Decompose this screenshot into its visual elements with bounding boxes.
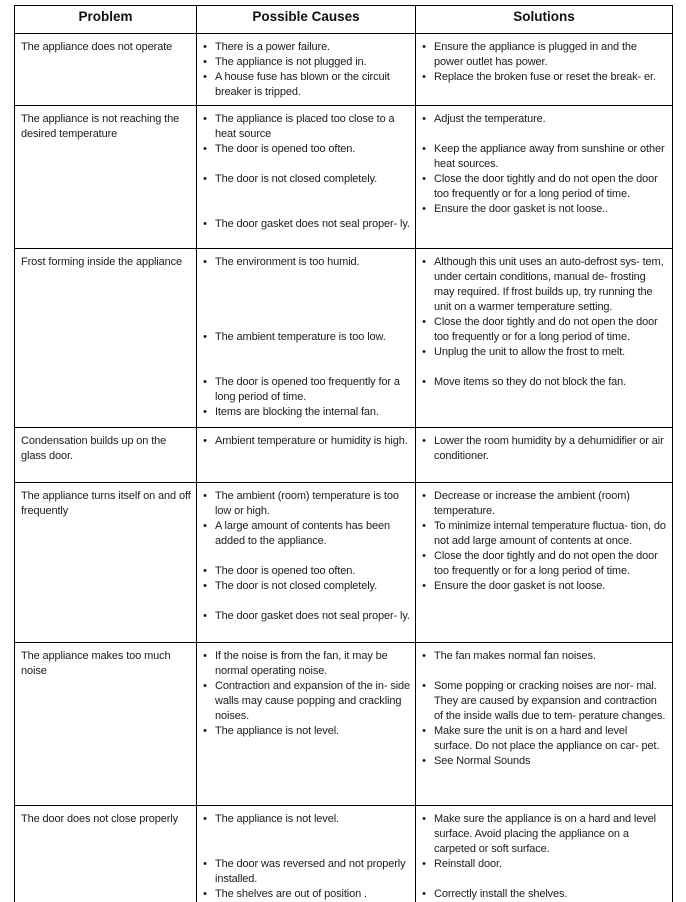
- problem-cell: Frost forming inside the appliance: [15, 249, 197, 428]
- bullet-text: Although this unit uses an auto-defrost sys- tem, under certain conditions, manual de- frosting may required. If frost builds up, try running the unit on a warmer temperature setting.: [434, 256, 664, 313]
- bullet-item: [420, 724, 668, 754]
- solutions-cell: [416, 106, 673, 249]
- bullet-item: [201, 217, 411, 232]
- bullet-text: Correctly install the shelves.: [434, 888, 568, 900]
- bullet-icon: •: [203, 610, 207, 622]
- bullet-item: [420, 255, 668, 315]
- bullet-text: Reinstall door.: [434, 858, 502, 870]
- solutions-cell: [416, 34, 673, 106]
- bullet-icon: •: [422, 346, 426, 358]
- bullet-item: [420, 142, 668, 172]
- table-row: [15, 106, 673, 249]
- table-row: [15, 249, 673, 428]
- bullet-icon: •: [203, 520, 207, 532]
- bullet-item: [420, 887, 668, 902]
- causes-cell: [197, 643, 416, 806]
- bullet-icon: •: [422, 580, 426, 592]
- bullet-item: [201, 40, 411, 55]
- bullet-text: Decrease or increase the ambient (room) temperature.: [434, 490, 630, 517]
- troubleshooting-table: [14, 5, 673, 902]
- table-row: [15, 643, 673, 806]
- bullet-icon: •: [422, 316, 426, 328]
- solutions-cell: [416, 428, 673, 483]
- bullet-text: There is a power failure.: [215, 41, 330, 53]
- bullet-text: The environment is too humid.: [215, 256, 360, 268]
- bullet-item: [420, 579, 668, 594]
- bullet-icon: •: [422, 813, 426, 825]
- bullet-text: The door is opened too often.: [215, 565, 356, 577]
- bullet-icon: •: [203, 41, 207, 53]
- bullet-icon: •: [422, 550, 426, 562]
- bullet-text: See Normal Sounds: [434, 755, 531, 767]
- bullet-icon: •: [422, 71, 426, 83]
- bullet-text: Ensure the appliance is plugged in and the power outlet has power.: [434, 41, 637, 68]
- bullet-item: [201, 887, 411, 902]
- bullet-text: The door was reversed and not properly installed.: [215, 858, 406, 885]
- bullet-text: The appliance is not level.: [215, 813, 339, 825]
- bullet-text: Contraction and expansion of the in- side walls may cause popping and crackling noises.: [215, 680, 411, 722]
- bullet-text: Unplug the unit to allow the frost to melt.: [434, 346, 626, 358]
- bullet-text: Replace the broken fuse or reset the break- er.: [434, 71, 656, 83]
- problem-cell: The appliance is not reaching the desired temperature: [15, 106, 197, 249]
- table-row: [15, 806, 673, 902]
- bullet-text: Ambient temperature or humidity is high.: [215, 435, 408, 447]
- bullet-icon: •: [203, 71, 207, 83]
- column-header-possible-causes: Possible Causes: [197, 6, 416, 34]
- bullet-item: [420, 754, 668, 769]
- solutions-cell: [416, 483, 673, 643]
- bullet-icon: •: [203, 565, 207, 577]
- bullet-text: The shelves are out of position .: [215, 888, 367, 900]
- bullet-text: Lower the room humidity by a dehumidifier or air conditioner.: [434, 435, 664, 462]
- bullet-icon: •: [203, 725, 207, 737]
- bullet-icon: •: [203, 113, 207, 125]
- bullet-icon: •: [422, 173, 426, 185]
- bullet-item: [420, 489, 668, 519]
- causes-cell: [197, 34, 416, 106]
- bullet-item: [201, 519, 411, 549]
- problem-cell: Condensation builds up on the glass door.: [15, 428, 197, 483]
- bullet-item: [420, 112, 668, 127]
- bullet-icon: •: [422, 203, 426, 215]
- bullet-item: [420, 679, 668, 724]
- bullet-item: [201, 255, 411, 270]
- bullet-icon: •: [422, 680, 426, 692]
- bullet-icon: •: [203, 680, 207, 692]
- bullet-text: To minimize internal temperature fluctua- tion, do not add large amount of contents at once.: [434, 520, 666, 547]
- bullet-icon: •: [422, 376, 426, 388]
- bullet-item: [420, 315, 668, 345]
- bullet-item: [420, 375, 668, 390]
- bullet-icon: •: [422, 41, 426, 53]
- bullet-text: The door gasket does not seal proper- ly.: [215, 610, 410, 622]
- bullet-text: If the noise is from the fan, it may be normal operating noise.: [215, 650, 388, 677]
- bullet-text: A large amount of contents has been added to the appliance.: [215, 520, 390, 547]
- bullet-text: Close the door tightly and do not open the door too frequently or for a long period of time.: [434, 173, 658, 200]
- bullet-item: [201, 609, 411, 624]
- bullet-text: Some popping or cracking noises are nor- mal. They are caused by expansion and contraction of the inside walls due to tem- perature changes.: [434, 680, 666, 722]
- bullet-item: [201, 649, 411, 679]
- bullet-text: The appliance is placed too close to a heat source: [215, 113, 395, 140]
- bullet-item: [420, 857, 668, 872]
- bullet-item: [201, 375, 411, 405]
- bullet-item: [201, 564, 411, 579]
- bullet-icon: •: [422, 143, 426, 155]
- bullet-item: [201, 434, 411, 449]
- bullet-item: [201, 857, 411, 887]
- bullet-text: The door is not closed completely.: [215, 580, 378, 592]
- bullet-text: Make sure the unit is on a hard and level surface. Do not place the appliance on car- pet.: [434, 725, 660, 752]
- bullet-item: [420, 649, 668, 664]
- solutions-cell: [416, 249, 673, 428]
- bullet-icon: •: [422, 520, 426, 532]
- bullet-text: Keep the appliance away from sunshine or other heat sources.: [434, 143, 665, 170]
- bullet-item: [420, 519, 668, 549]
- bullet-text: Make sure the appliance is on a hard and level surface. Avoid placing the appliance on a carpeted or soft surface.: [434, 813, 656, 855]
- bullet-icon: •: [422, 490, 426, 502]
- bullet-icon: •: [203, 813, 207, 825]
- bullet-item: [201, 405, 411, 420]
- causes-cell: [197, 428, 416, 483]
- bullet-item: [201, 55, 411, 70]
- table-row: [15, 428, 673, 483]
- bullet-item: [420, 70, 668, 85]
- bullet-item: [420, 812, 668, 857]
- bullet-icon: •: [203, 173, 207, 185]
- bullet-icon: •: [422, 858, 426, 870]
- bullet-icon: •: [422, 725, 426, 737]
- problem-cell: The appliance makes too much noise: [15, 643, 197, 806]
- bullet-item: [420, 345, 668, 360]
- bullet-item: [201, 70, 411, 100]
- bullet-icon: •: [422, 755, 426, 767]
- bullet-icon: •: [203, 218, 207, 230]
- bullet-item: [201, 330, 411, 345]
- bullet-item: [420, 434, 668, 464]
- causes-cell: [197, 483, 416, 643]
- bullet-item: [201, 172, 411, 187]
- bullet-item: [201, 579, 411, 594]
- bullet-text: Close the door tightly and do not open the door too frequently or for a long period of time.: [434, 550, 658, 577]
- bullet-icon: •: [203, 490, 207, 502]
- bullet-icon: •: [203, 650, 207, 662]
- bullet-icon: •: [203, 406, 207, 418]
- bullet-item: [201, 142, 411, 157]
- solutions-cell: [416, 643, 673, 806]
- bullet-icon: •: [203, 858, 207, 870]
- bullet-text: The appliance is not level.: [215, 725, 339, 737]
- bullet-item: [201, 489, 411, 519]
- bullet-item: [420, 172, 668, 202]
- problem-cell: The appliance turns itself on and off frequently: [15, 483, 197, 643]
- bullet-icon: •: [422, 650, 426, 662]
- causes-cell: [197, 106, 416, 249]
- bullet-icon: •: [203, 56, 207, 68]
- bullet-text: Adjust the temperature.: [434, 113, 546, 125]
- solutions-cell: [416, 806, 673, 902]
- bullet-icon: •: [422, 113, 426, 125]
- bullet-text: The ambient temperature is too low.: [215, 331, 386, 343]
- bullet-text: A house fuse has blown or the circuit breaker is tripped.: [215, 71, 390, 98]
- column-header-solutions: Solutions: [416, 6, 673, 34]
- bullet-text: The fan makes normal fan noises.: [434, 650, 596, 662]
- bullet-icon: •: [203, 888, 207, 900]
- bullet-item: [420, 549, 668, 579]
- table-row: [15, 483, 673, 643]
- causes-cell: [197, 249, 416, 428]
- bullet-item: [201, 112, 411, 142]
- table-row: [15, 34, 673, 106]
- bullet-text: Move items so they do not block the fan.: [434, 376, 627, 388]
- bullet-icon: •: [203, 376, 207, 388]
- bullet-text: The appliance is not plugged in.: [215, 56, 367, 68]
- bullet-text: The door gasket does not seal proper- ly.: [215, 218, 410, 230]
- bullet-item: [201, 724, 411, 739]
- bullet-text: Ensure the door gasket is not loose..: [434, 203, 609, 215]
- bullet-item: [420, 202, 668, 217]
- bullet-text: The door is opened too frequently for a long period of time.: [215, 376, 400, 403]
- causes-cell: [197, 806, 416, 902]
- bullet-text: Items are blocking the internal fan.: [215, 406, 379, 418]
- bullet-text: Close the door tightly and do not open the door too frequently or for a long period of time.: [434, 316, 658, 343]
- bullet-icon: •: [422, 435, 426, 447]
- bullet-text: Ensure the door gasket is not loose.: [434, 580, 606, 592]
- bullet-text: The door is not closed completely.: [215, 173, 378, 185]
- bullet-text: The door is opened too often.: [215, 143, 356, 155]
- bullet-icon: •: [422, 256, 426, 268]
- bullet-item: [420, 40, 668, 70]
- bullet-icon: •: [203, 143, 207, 155]
- bullet-icon: •: [203, 331, 207, 343]
- bullet-icon: •: [203, 256, 207, 268]
- problem-cell: The door does not close properly: [15, 806, 197, 902]
- column-header-problem: Problem: [15, 6, 197, 34]
- header-row: [15, 6, 673, 34]
- problem-cell: The appliance does not operate: [15, 34, 197, 106]
- bullet-icon: •: [203, 435, 207, 447]
- bullet-icon: •: [422, 888, 426, 900]
- bullet-text: The ambient (room) temperature is too low or high.: [215, 490, 399, 517]
- table-body: [15, 34, 673, 902]
- bullet-item: [201, 679, 411, 724]
- bullet-item: [201, 812, 411, 827]
- bullet-icon: •: [203, 580, 207, 592]
